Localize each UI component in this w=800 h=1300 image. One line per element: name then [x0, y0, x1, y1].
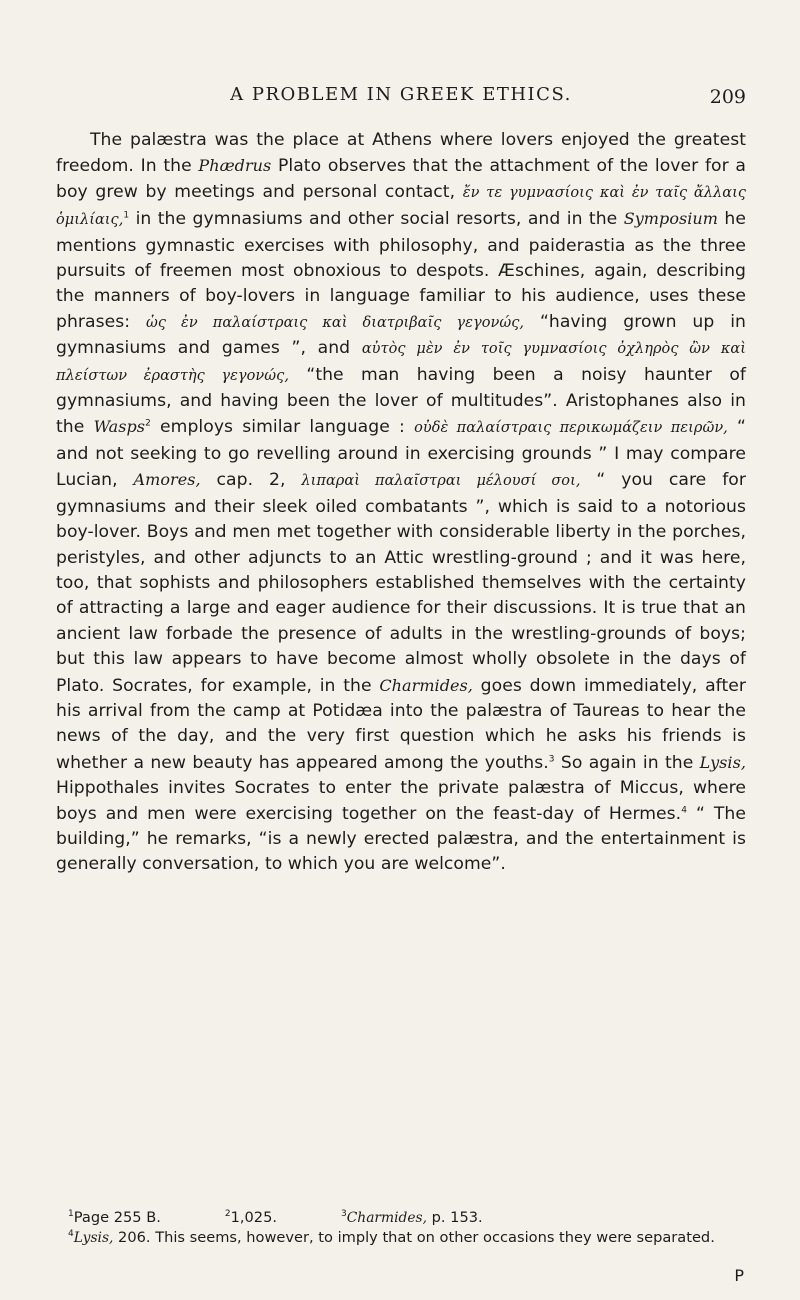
text-run: in the gymnasiums and other social resorts, and in the — [129, 209, 624, 230]
text-run: So again in the — [554, 752, 700, 773]
work-title-lysis: Lysis, — [699, 752, 746, 772]
text-run: employs similar language : — [150, 417, 415, 438]
work-title-symposium: Symposium — [623, 209, 719, 229]
footnote-mark-2: 2 — [224, 1209, 231, 1220]
footnote-ref-2: 2 — [145, 418, 151, 429]
footnote-mark-1: 1 — [68, 1209, 74, 1220]
footnote-2: 1,025. — [230, 1209, 278, 1226]
footnote-4-title: Lysis, — [73, 1230, 114, 1246]
greek-quotation: ἔν τε γυμνασίοις καὶ ἐν ταῖς ἄλλαις ὁμιλίαις, — [56, 184, 746, 229]
text-run: “ The building,” he remarks, “is a newly erected palæstra, and the entertainment is generally conversation, to which you are welcome”. — [56, 803, 746, 875]
footnote-line — [56, 1208, 746, 1228]
greek-quotation: ὡς ἐν παλαίστραις καὶ διατριβαῖς γεγονώς, — [145, 314, 525, 331]
running-head — [56, 84, 746, 110]
signature-mark: P — [734, 1266, 744, 1285]
body-paragraph — [56, 128, 746, 878]
footnote-1: Page 255 B. — [73, 1209, 161, 1226]
text-run: “having grown up in gymnasiums and games ”, and — [56, 311, 746, 359]
text-run: Hippothales invites Socrates to enter the private palæstra of Miccus, where boys and men were exercising together on the feast-day of Hermes. — [56, 778, 746, 824]
work-title-wasps: Wasps — [93, 417, 146, 437]
running-title: A PROBLEM IN GREEK ETHICS. — [230, 84, 572, 105]
footnote-mark-4: 4 — [68, 1229, 74, 1240]
work-title-phaedrus: Phædrus — [198, 156, 272, 176]
footnote-ref-3: 3 — [548, 754, 555, 765]
work-title-amores: Amores, — [133, 470, 201, 490]
text-run: “ you care for gymnasiums and their sleek oiled combatants ”, which is said to a notorious boy-lover. Boys and men met together with considerable liberty in the porches, peristyles, and other adjuncts to an Attic wrestling-ground ; and it was here, too, that sophists and philosophers established themselves with the certainty of attracting a large and eager audience for their discussions. It is true that an ancient law forbade the presence of adults in the wrestling-grounds of boys; but this law appears to have become almost wholly obsolete in the days of Plato. Socrates, for example, in the — [56, 470, 746, 696]
text-run: he mentions gymnastic exercises with philosophy, and paiderastia as the three pursuits of freemen most obnoxious to despots. Æschines, again, describing the manners of boy-lovers in language familiar to his audience, uses these phrases: — [56, 209, 746, 332]
text-run: The palæstra was the place at Athens where lovers enjoyed the greatest freedom. In the — [56, 130, 746, 177]
footnote-ref-4: 4 — [681, 804, 687, 815]
footnote-3: p. 153. — [426, 1209, 483, 1226]
footnote-line — [56, 1228, 746, 1248]
greek-quotation: λιπαραὶ παλαῖστραι μέλουσί σοι, — [301, 473, 581, 490]
page-number: 209 — [709, 86, 746, 108]
greek-quotation: οὐδὲ παλαίστραις περικωμάζειν πειρῶν, — [414, 420, 728, 437]
text-run: cap. 2, — [200, 470, 302, 491]
footnotes — [56, 1208, 746, 1248]
footnote-ref-1: 1 — [123, 210, 130, 221]
text-run: goes down immediately, after his arrival from the camp at Potidæa into the palæstra of Taureas to hear the news of the day, and the very first question which he asks his friends is whether a new beauty has appeared among the youths. — [56, 675, 746, 773]
footnote-4: 206. This seems, however, to imply that on other occasions they were separated. — [113, 1229, 715, 1246]
text-run: “ and not seeking to go revelling around in exercising grounds ” I may compare Lucian, — [56, 417, 747, 491]
work-title-charmides: Charmides, — [379, 675, 473, 695]
footnote-mark-3: 3 — [341, 1209, 347, 1220]
greek-quotation: αὐτὸς μὲν ἐν τοῖς γυμνασίοις ὀχληρὸς ὢν καὶ πλείστων ἐραστὴς γεγονώς, — [56, 341, 746, 384]
footnote-3-title: Charmides, — [346, 1210, 427, 1226]
text-run: Plato observes that the attachment of the lover for a boy grew by meetings and personal contact, — [56, 156, 746, 202]
text-run: “the man having been a noisy haunter of gymnasiums, and having been the lover of multitudes”. Aristophanes also in the — [56, 364, 746, 438]
